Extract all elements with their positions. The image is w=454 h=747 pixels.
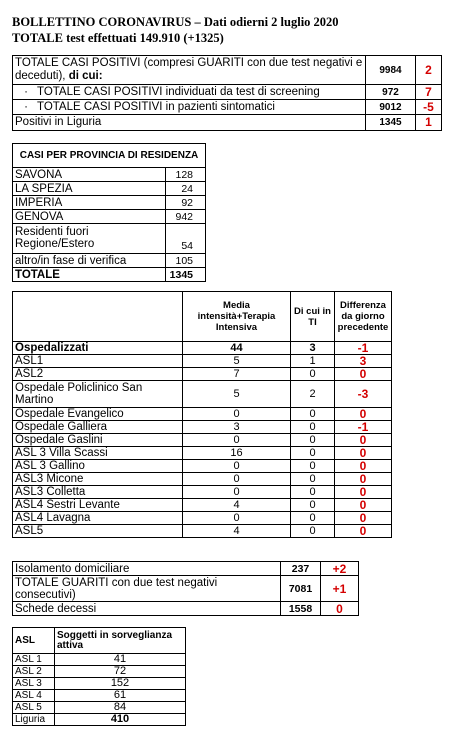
- province-value: 942: [166, 210, 206, 224]
- table-row: [13, 486, 392, 499]
- hospital-name: Ospedale Gaslini: [13, 434, 183, 447]
- hospital-diff: -1: [335, 421, 392, 434]
- hospital-diff: -3: [335, 381, 392, 408]
- surveillance-header-value: Soggetti in sorveglianza attiva: [55, 628, 186, 654]
- hospital-diff: 0: [335, 525, 392, 538]
- table-row: [13, 714, 186, 726]
- province-name: IMPERIA: [13, 196, 166, 210]
- surveillance-total-value: 410: [55, 714, 186, 726]
- summary-row: [13, 100, 442, 115]
- province-value: 128: [166, 168, 206, 182]
- hospital-name: ASL4 Sestri Levante: [13, 499, 183, 512]
- province-header: CASI PER PROVINCIA DI RESIDENZA: [13, 144, 206, 168]
- table-row: [13, 355, 392, 368]
- hospital-media: 0: [183, 473, 291, 486]
- hospital-name: ASL 3 Villa Scassi: [13, 447, 183, 460]
- hospital-media: 0: [183, 460, 291, 473]
- hospital-name: Ospedalizzati: [13, 342, 183, 355]
- table-row: [13, 702, 186, 714]
- table-row: [13, 196, 206, 210]
- table-row: [13, 512, 392, 525]
- summary-row: [13, 115, 442, 131]
- hospital-name: ASL1: [13, 355, 183, 368]
- summary-label: TOTALE CASI POSITIVI (compresi GUARITI con due test negativi e deceduti), di cui:: [13, 56, 366, 85]
- table-row: [13, 460, 392, 473]
- surveillance-total-label: Liguria: [13, 714, 55, 726]
- hospital-ti: 0: [291, 486, 335, 499]
- province-name: GENOVA: [13, 210, 166, 224]
- table-row: [13, 368, 392, 381]
- surveillance-asl: ASL 1: [13, 654, 55, 666]
- hospital-name: Ospedale Evangelico: [13, 408, 183, 421]
- table-row: [13, 434, 392, 447]
- table-row: [13, 666, 186, 678]
- table-row: [13, 562, 359, 576]
- table-row: [13, 381, 392, 408]
- table-row: [13, 525, 392, 538]
- table-row: [13, 690, 186, 702]
- province-table: [12, 143, 206, 282]
- status-value: 1558: [281, 602, 321, 616]
- summary-row: [13, 85, 442, 100]
- hospital-ti: 0: [291, 447, 335, 460]
- hospital-media: 0: [183, 512, 291, 525]
- summary-delta: 7: [416, 85, 442, 100]
- status-delta: +1: [321, 576, 359, 602]
- hospital-name: ASL3 Colletta: [13, 486, 183, 499]
- hospital-media: 0: [183, 434, 291, 447]
- table-row: [13, 602, 359, 616]
- status-value: 237: [281, 562, 321, 576]
- hospital-media: 3: [183, 421, 291, 434]
- table-row: [13, 224, 206, 254]
- status-label: Schede decessi: [13, 602, 281, 616]
- table-row: [13, 576, 359, 602]
- hospital-media: 5: [183, 381, 291, 408]
- hospital-ti: 1: [291, 355, 335, 368]
- province-name: Residenti fuori Regione/Estero: [13, 224, 166, 254]
- hospital-media: 5: [183, 355, 291, 368]
- summary-label: · TOTALE CASI POSITIVI in pazienti sintomatici: [13, 100, 366, 115]
- table-row: [13, 654, 186, 666]
- hospital-name: Ospedale Galliera: [13, 421, 183, 434]
- summary-row: [13, 56, 442, 85]
- summary-value: 972: [366, 85, 416, 100]
- hospital-diff: 3: [335, 355, 392, 368]
- surveillance-table: [12, 627, 186, 726]
- hospital-diff: -1: [335, 342, 392, 355]
- table-row: [13, 408, 392, 421]
- header-diff: Differenza da giorno precedente: [335, 292, 392, 342]
- hospital-media: 0: [183, 408, 291, 421]
- summary-delta: 1: [416, 115, 442, 131]
- hospital-media: 44: [183, 342, 291, 355]
- hospital-ti: 0: [291, 408, 335, 421]
- hospital-ti: 0: [291, 499, 335, 512]
- table-row: [13, 342, 392, 355]
- province-total-label: TOTALE: [13, 268, 166, 282]
- summary-delta: 2: [416, 56, 442, 85]
- hospital-table: [12, 291, 392, 538]
- hospital-diff: 0: [335, 473, 392, 486]
- hospital-media: 7: [183, 368, 291, 381]
- province-value: 105: [166, 254, 206, 268]
- hospital-name: ASL5: [13, 525, 183, 538]
- summary-label: · TOTALE CASI POSITIVI individuati da test di screening: [13, 85, 366, 100]
- province-total-value: 1345: [166, 268, 206, 282]
- summary-value: 1345: [366, 115, 416, 131]
- surveillance-value: 41: [55, 654, 186, 666]
- hospital-name: Ospedale Policlinico San Martino: [13, 381, 183, 408]
- header-media: Media intensità+Terapia Intensiva: [183, 292, 291, 342]
- status-label: Isolamento domiciliare: [13, 562, 281, 576]
- hospital-media: 4: [183, 525, 291, 538]
- table-row: [13, 168, 206, 182]
- province-name: SAVONA: [13, 168, 166, 182]
- table-row: [13, 678, 186, 690]
- hospital-diff: 0: [335, 486, 392, 499]
- table-row: [13, 268, 206, 282]
- status-table: [12, 561, 359, 616]
- hospital-diff: 0: [335, 368, 392, 381]
- hospital-diff: 0: [335, 447, 392, 460]
- province-name: altro/in fase di verifica: [13, 254, 166, 268]
- table-row: [13, 210, 206, 224]
- hospital-name: ASL 3 Gallino: [13, 460, 183, 473]
- surveillance-asl: ASL 3: [13, 678, 55, 690]
- surveillance-asl: ASL 2: [13, 666, 55, 678]
- surveillance-asl: ASL 4: [13, 690, 55, 702]
- status-value: 7081: [281, 576, 321, 602]
- province-value: 54: [166, 224, 206, 254]
- table-row: [13, 421, 392, 434]
- summary-label: Positivi in Liguria: [13, 115, 366, 131]
- tests-total: TOTALE test effettuati 149.910 (+1325): [12, 31, 224, 45]
- table-row: [13, 499, 392, 512]
- summary-value: 9012: [366, 100, 416, 115]
- hospital-diff: 0: [335, 460, 392, 473]
- table-row: [13, 447, 392, 460]
- surveillance-asl: ASL 5: [13, 702, 55, 714]
- province-value: 24: [166, 182, 206, 196]
- surveillance-value: 84: [55, 702, 186, 714]
- hospital-ti: 2: [291, 381, 335, 408]
- hospital-diff: 0: [335, 434, 392, 447]
- status-label: TOTALE GUARITI con due test negativi consecutivi): [13, 576, 281, 602]
- hospital-ti: 0: [291, 368, 335, 381]
- table-row: [13, 182, 206, 196]
- hospital-diff: 0: [335, 512, 392, 525]
- hospital-media: 16: [183, 447, 291, 460]
- province-value: 92: [166, 196, 206, 210]
- hospital-name: ASL4 Lavagna: [13, 512, 183, 525]
- table-row: [13, 473, 392, 486]
- hospital-ti: 0: [291, 512, 335, 525]
- hospital-header-blank: [13, 292, 183, 342]
- hospital-diff: 0: [335, 408, 392, 421]
- hospital-name: ASL3 Micone: [13, 473, 183, 486]
- bulletin-title: BOLLETTINO CORONAVIRUS – Dati odierni 2 luglio 2020: [12, 15, 339, 29]
- province-name: LA SPEZIA: [13, 182, 166, 196]
- hospital-name: ASL2: [13, 368, 183, 381]
- hospital-diff: 0: [335, 499, 392, 512]
- surveillance-value: 72: [55, 666, 186, 678]
- status-delta: +2: [321, 562, 359, 576]
- hospital-ti: 3: [291, 342, 335, 355]
- surveillance-header-asl: ASL: [13, 628, 55, 654]
- summary-delta: -5: [416, 100, 442, 115]
- summary-table: [12, 55, 442, 131]
- summary-value: 9984: [366, 56, 416, 85]
- hospital-ti: 0: [291, 421, 335, 434]
- surveillance-value: 152: [55, 678, 186, 690]
- hospital-ti: 0: [291, 434, 335, 447]
- hospital-ti: 0: [291, 525, 335, 538]
- status-delta: 0: [321, 602, 359, 616]
- hospital-media: 0: [183, 486, 291, 499]
- header-ti: Di cui in TI: [291, 292, 335, 342]
- hospital-media: 4: [183, 499, 291, 512]
- hospital-ti: 0: [291, 473, 335, 486]
- hospital-ti: 0: [291, 460, 335, 473]
- table-row: [13, 254, 206, 268]
- surveillance-value: 61: [55, 690, 186, 702]
